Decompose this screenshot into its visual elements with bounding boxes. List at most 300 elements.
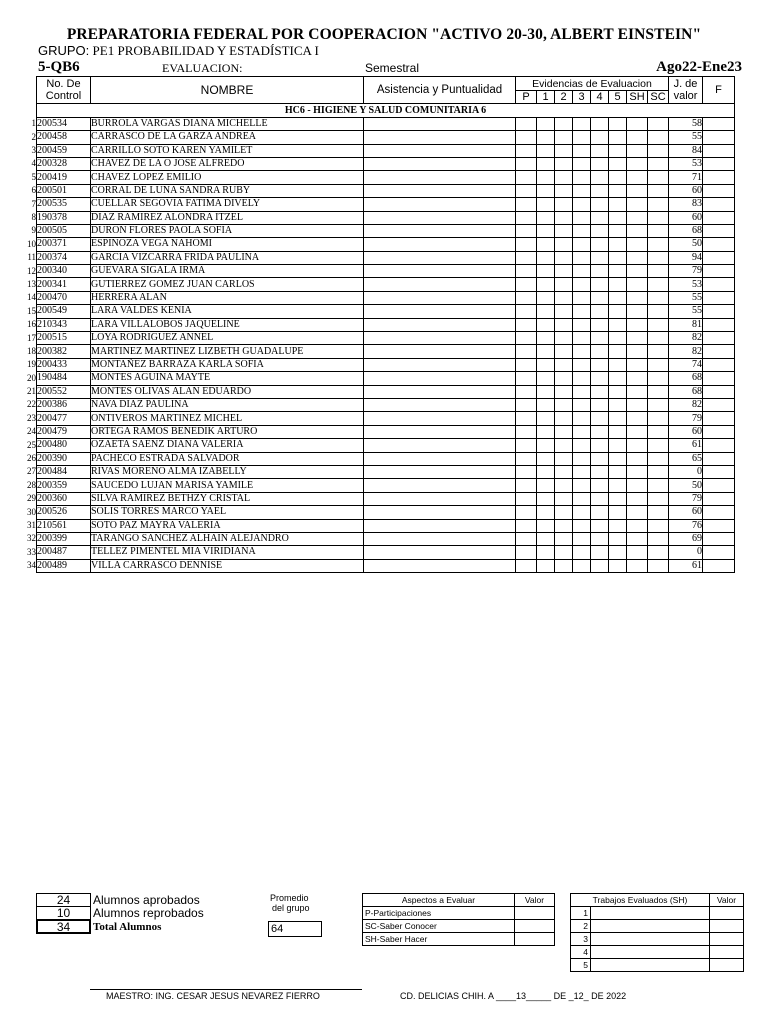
- jvalor-cell: 50: [669, 479, 703, 492]
- final-cell: [703, 198, 735, 211]
- evidence-cell: [609, 385, 627, 398]
- final-cell: [703, 358, 735, 371]
- evidence-cell: [591, 131, 609, 144]
- aspectos-valor-header: Valor: [515, 894, 555, 907]
- row-index: 13: [27, 278, 36, 289]
- control-number: 200534: [37, 117, 91, 130]
- evidence-cell: [648, 157, 669, 170]
- evidence-cell: [648, 398, 669, 411]
- student-name: LOYA RODRIGUEZ ANNEL: [91, 332, 364, 345]
- trabajo-name: [591, 959, 710, 972]
- evidence-cell: [555, 291, 573, 304]
- evidence-cell: [516, 479, 537, 492]
- final-cell: [703, 157, 735, 170]
- row-index: 14: [27, 292, 36, 303]
- evidence-cell: [516, 305, 537, 318]
- evidence-cell: [609, 224, 627, 237]
- evidence-cell: [516, 224, 537, 237]
- signature-line: [90, 989, 362, 990]
- evidence-cell: [537, 345, 555, 358]
- evidence-cell: [516, 211, 537, 224]
- evidence-cell: [555, 519, 573, 532]
- evidence-cell: [627, 546, 648, 559]
- promedio-label-2: del grupo: [272, 903, 310, 913]
- control-number: 200535: [37, 198, 91, 211]
- evidence-cell: [573, 412, 591, 425]
- evidence-cell: [609, 398, 627, 411]
- evidence-cell: [591, 519, 609, 532]
- evidence-cell: [648, 546, 669, 559]
- student-name: GARCIA VIZCARRA FRIDA PAULINA: [91, 251, 364, 264]
- control-number: 200470: [37, 291, 91, 304]
- evidence-cell: [555, 506, 573, 519]
- control-number: 210343: [37, 318, 91, 331]
- evidence-cell: [591, 278, 609, 291]
- evidence-cell: [516, 398, 537, 411]
- evidence-cell: [516, 492, 537, 505]
- control-number: 200480: [37, 439, 91, 452]
- evidence-cell: [627, 532, 648, 545]
- evidence-cell: [555, 157, 573, 170]
- evidence-cell: [537, 332, 555, 345]
- evidence-cell: [627, 345, 648, 358]
- final-cell: [703, 224, 735, 237]
- evidence-cell: [573, 358, 591, 371]
- evidence-cell: [627, 278, 648, 291]
- evidence-cell: [555, 171, 573, 184]
- evidence-cell: [516, 251, 537, 264]
- jvalor-cell: 83: [669, 198, 703, 211]
- final-cell: [703, 412, 735, 425]
- jvalor-cell: 68: [669, 372, 703, 385]
- evidence-cell: [627, 318, 648, 331]
- evidence-cell: [573, 291, 591, 304]
- asistencia-cell: [364, 492, 516, 505]
- table-row: [37, 251, 735, 264]
- evidence-cell: [627, 358, 648, 371]
- asistencia-cell: [364, 171, 516, 184]
- evidence-cell: [516, 345, 537, 358]
- control-number: 210561: [37, 519, 91, 532]
- final-cell: [703, 318, 735, 331]
- grupo-value: PE1 PROBABILIDAD Y ESTADÍSTICA I: [92, 43, 319, 58]
- student-name: SAUCEDO LUJAN MARISA YAMILE: [91, 479, 364, 492]
- evidence-cell: [516, 385, 537, 398]
- evidence-cell: [537, 157, 555, 170]
- evidence-cell: [537, 305, 555, 318]
- evidence-cell: [627, 265, 648, 278]
- row-index: 20: [27, 372, 36, 383]
- evidence-cell: [516, 546, 537, 559]
- evidence-cell: [627, 131, 648, 144]
- trabajo-valor: [710, 920, 744, 933]
- final-cell: [703, 305, 735, 318]
- lugar-fecha: CD. DELICIAS CHIH. A ____13_____ DE _12_ DE 2022: [400, 991, 627, 1001]
- final-cell: [703, 452, 735, 465]
- evidence-cell: [516, 439, 537, 452]
- evidence-cell: [516, 372, 537, 385]
- evidence-cell: [609, 278, 627, 291]
- control-number: 200382: [37, 345, 91, 358]
- asistencia-cell: [364, 479, 516, 492]
- header-evidence-col: SH: [627, 91, 648, 104]
- final-cell: [703, 439, 735, 452]
- evidence-cell: [573, 372, 591, 385]
- student-name: MONTAÑEZ BARRAZA KARLA SOFIA: [91, 358, 364, 371]
- evidence-cell: [609, 532, 627, 545]
- promedio-value: 64: [268, 921, 322, 937]
- table-row: [37, 332, 735, 345]
- row-index: 28: [27, 479, 36, 490]
- evidence-cell: [591, 305, 609, 318]
- evidence-cell: [609, 439, 627, 452]
- evidence-cell: [537, 184, 555, 197]
- evidence-cell: [609, 131, 627, 144]
- student-name: ESPINOZA VEGA NAHOMI: [91, 238, 364, 251]
- evidence-cell: [516, 452, 537, 465]
- promedio-label-1: Promedio: [270, 893, 309, 903]
- evidence-cell: [627, 506, 648, 519]
- evidence-cell: [609, 479, 627, 492]
- evidence-cell: [591, 358, 609, 371]
- evidence-cell: [591, 452, 609, 465]
- row-index: 27: [27, 466, 36, 477]
- student-name: CARRASCO DE LA GARZA ANDREA: [91, 131, 364, 144]
- evidence-cell: [627, 291, 648, 304]
- evidence-cell: [648, 318, 669, 331]
- jvalor-cell: 55: [669, 305, 703, 318]
- control-number: 200359: [37, 479, 91, 492]
- control-number: 200459: [37, 144, 91, 157]
- evidence-cell: [648, 278, 669, 291]
- evidence-cell: [537, 439, 555, 452]
- control-number: 200477: [37, 412, 91, 425]
- evidence-cell: [537, 198, 555, 211]
- total-count: 34: [36, 919, 91, 934]
- evidence-cell: [591, 224, 609, 237]
- evidence-cell: [573, 171, 591, 184]
- evidence-cell: [591, 532, 609, 545]
- table-row: [37, 184, 735, 197]
- evidence-cell: [555, 265, 573, 278]
- student-name: TELLEZ PIMENTEL MIA VIRIDIANA: [91, 546, 364, 559]
- evidence-cell: [648, 452, 669, 465]
- section-title: HC6 - HIGIENE Y SALUD COMUNITARIA 6: [37, 104, 735, 117]
- evidence-cell: [648, 385, 669, 398]
- evidence-cell: [537, 452, 555, 465]
- evidence-cell: [609, 251, 627, 264]
- evidence-cell: [627, 305, 648, 318]
- control-number: 190378: [37, 211, 91, 224]
- final-cell: [703, 398, 735, 411]
- student-name: DURON FLORES PAOLA SOFIA: [91, 224, 364, 237]
- evidence-cell: [516, 198, 537, 211]
- asistencia-cell: [364, 345, 516, 358]
- evidence-cell: [516, 291, 537, 304]
- row-index: 21: [27, 386, 36, 397]
- table-row: [37, 278, 735, 291]
- jvalor-cell: 79: [669, 492, 703, 505]
- header-control-line2: Control: [45, 90, 82, 103]
- reprobados-label: Alumnos reprobados: [93, 906, 204, 920]
- control-number: 200371: [37, 238, 91, 251]
- jvalor-cell: 94: [669, 251, 703, 264]
- control-number: 200328: [37, 157, 91, 170]
- student-name: CHAVEZ DE LA O JOSE ALFREDO: [91, 157, 364, 170]
- row-index: 12: [27, 265, 36, 276]
- evidence-cell: [555, 251, 573, 264]
- jvalor-cell: 58: [669, 117, 703, 130]
- aprobados-label: Alumnos aprobados: [93, 893, 200, 907]
- jvalor-cell: 82: [669, 345, 703, 358]
- evidence-cell: [537, 546, 555, 559]
- jvalor-cell: 84: [669, 144, 703, 157]
- evidence-cell: [573, 452, 591, 465]
- evidence-cell: [573, 465, 591, 478]
- table-row: [37, 506, 735, 519]
- evidence-cell: [591, 372, 609, 385]
- table-row: [37, 144, 735, 157]
- asistencia-cell: [364, 559, 516, 572]
- table-row: [37, 532, 735, 545]
- trabajos-header: Trabajos Evaluados (SH): [571, 894, 710, 907]
- header-evidence-col: 5: [609, 91, 627, 104]
- evidence-cell: [573, 546, 591, 559]
- table-row: [37, 131, 735, 144]
- jvalor-cell: 69: [669, 532, 703, 545]
- evidence-cell: [573, 332, 591, 345]
- row-index: 32: [27, 533, 36, 544]
- evidence-cell: [573, 439, 591, 452]
- row-index: 24: [27, 426, 36, 437]
- table-row: [37, 117, 735, 130]
- final-cell: [703, 506, 735, 519]
- final-cell: [703, 479, 735, 492]
- evidence-cell: [591, 465, 609, 478]
- table-row: [37, 465, 735, 478]
- evidence-cell: [573, 184, 591, 197]
- final-cell: [703, 492, 735, 505]
- evidence-cell: [516, 184, 537, 197]
- asistencia-cell: [364, 532, 516, 545]
- table-row: [37, 224, 735, 237]
- evidence-cell: [648, 465, 669, 478]
- evidence-cell: [555, 559, 573, 572]
- evidence-cell: [627, 251, 648, 264]
- evidence-cell: [591, 211, 609, 224]
- evidence-cell: [555, 412, 573, 425]
- evidence-cell: [573, 198, 591, 211]
- evidence-cell: [591, 425, 609, 438]
- row-index: 25: [27, 439, 36, 450]
- asistencia-cell: [364, 398, 516, 411]
- evidence-cell: [627, 412, 648, 425]
- student-name: MONTES AGUINA MAYTE: [91, 372, 364, 385]
- trabajo-valor: [710, 907, 744, 920]
- jvalor-cell: 74: [669, 358, 703, 371]
- evidence-cell: [648, 506, 669, 519]
- evidence-cell: [516, 465, 537, 478]
- jvalor-cell: 71: [669, 171, 703, 184]
- final-cell: [703, 519, 735, 532]
- asistencia-cell: [364, 278, 516, 291]
- table-row: [37, 345, 735, 358]
- evidence-cell: [609, 318, 627, 331]
- evidence-cell: [555, 318, 573, 331]
- evidence-cell: [537, 224, 555, 237]
- control-number: 200419: [37, 171, 91, 184]
- evaluacion-label: EVALUACION:: [162, 61, 243, 75]
- evidence-cell: [627, 492, 648, 505]
- control-number: 200341: [37, 278, 91, 291]
- evidence-cell: [537, 519, 555, 532]
- evidence-cell: [591, 398, 609, 411]
- row-index: 5: [31, 171, 36, 182]
- trabajo-name: [591, 946, 710, 959]
- evidence-cell: [591, 144, 609, 157]
- evidence-cell: [648, 412, 669, 425]
- row-index: 2: [31, 131, 36, 142]
- evidence-cell: [537, 372, 555, 385]
- control-number: 200374: [37, 251, 91, 264]
- evidence-cell: [591, 117, 609, 130]
- control-number: 200386: [37, 398, 91, 411]
- evidence-cell: [627, 144, 648, 157]
- evidence-cell: [609, 492, 627, 505]
- evidence-cell: [537, 117, 555, 130]
- group-line: [38, 43, 319, 59]
- student-name: DIAZ RAMIREZ ALONDRA ITZEL: [91, 211, 364, 224]
- asistencia-cell: [364, 465, 516, 478]
- evidence-cell: [591, 318, 609, 331]
- final-cell: [703, 117, 735, 130]
- asistencia-cell: [364, 184, 516, 197]
- row-index: 18: [27, 345, 36, 356]
- header-evidence-col: 3: [573, 91, 591, 104]
- evidence-cell: [627, 238, 648, 251]
- student-name: CHAVEZ LOPEZ EMILIO: [91, 171, 364, 184]
- evidence-cell: [516, 412, 537, 425]
- evidence-cell: [516, 506, 537, 519]
- final-cell: [703, 546, 735, 559]
- evidence-cell: [609, 372, 627, 385]
- evidence-cell: [648, 211, 669, 224]
- aspecto-valor: [515, 907, 555, 920]
- period-label: Ago22-Ene23: [656, 59, 742, 75]
- header-evidence-col: 2: [555, 91, 573, 104]
- asistencia-cell: [364, 519, 516, 532]
- jvalor-cell: 68: [669, 224, 703, 237]
- evidence-cell: [516, 559, 537, 572]
- asistencia-cell: [364, 131, 516, 144]
- student-name: OZAETA SAENZ DIANA VALERIA: [91, 439, 364, 452]
- evidence-cell: [648, 198, 669, 211]
- control-number: 200399: [37, 532, 91, 545]
- evidence-cell: [555, 439, 573, 452]
- trabajo-number: 3: [571, 933, 591, 946]
- control-number: 200501: [37, 184, 91, 197]
- student-name: GUTIERREZ GOMEZ JUAN CARLOS: [91, 278, 364, 291]
- row-index: 8: [31, 212, 36, 223]
- evidence-cell: [555, 492, 573, 505]
- asistencia-cell: [364, 412, 516, 425]
- evidence-cell: [573, 157, 591, 170]
- header-nombre: NOMBRE: [91, 77, 364, 104]
- evidence-cell: [591, 559, 609, 572]
- asistencia-cell: [364, 144, 516, 157]
- evidence-cell: [537, 532, 555, 545]
- control-number: 200479: [37, 425, 91, 438]
- table-row: [37, 318, 735, 331]
- evidence-cell: [591, 291, 609, 304]
- evidence-cell: [627, 157, 648, 170]
- evidence-cell: [555, 345, 573, 358]
- row-index: 16: [27, 319, 36, 330]
- total-label: Total Alumnos: [93, 921, 162, 933]
- grades-table: [36, 76, 735, 573]
- final-cell: [703, 265, 735, 278]
- evidence-cell: [516, 157, 537, 170]
- evidence-cell: [648, 492, 669, 505]
- final-cell: [703, 278, 735, 291]
- evidence-cell: [516, 171, 537, 184]
- evidence-cell: [591, 385, 609, 398]
- final-cell: [703, 171, 735, 184]
- row-index: 33: [27, 546, 36, 557]
- evidence-cell: [591, 506, 609, 519]
- evidence-cell: [516, 358, 537, 371]
- student-name: GUEVARA SIGALA IRMA: [91, 265, 364, 278]
- control-number: 200552: [37, 385, 91, 398]
- table-row: [37, 211, 735, 224]
- student-name: CUELLAR SEGOVIA FATIMA DIVELY: [91, 198, 364, 211]
- control-number: 190484: [37, 372, 91, 385]
- final-cell: [703, 211, 735, 224]
- jvalor-cell: 50: [669, 238, 703, 251]
- table-row: [37, 425, 735, 438]
- aspectos-table: [362, 893, 555, 946]
- evidence-cell: [573, 425, 591, 438]
- evidence-cell: [648, 265, 669, 278]
- evidence-cell: [573, 345, 591, 358]
- evidence-cell: [555, 398, 573, 411]
- final-cell: [703, 131, 735, 144]
- evidence-cell: [648, 117, 669, 130]
- evidence-cell: [609, 332, 627, 345]
- table-row: [37, 291, 735, 304]
- aspecto-item: SC-Saber Conocer: [363, 920, 515, 933]
- asistencia-cell: [364, 198, 516, 211]
- evidence-cell: [555, 479, 573, 492]
- evidence-cell: [537, 291, 555, 304]
- trabajo-number: 1: [571, 907, 591, 920]
- evidence-cell: [648, 305, 669, 318]
- evidence-cell: [609, 358, 627, 371]
- row-index: 7: [31, 198, 36, 209]
- evidence-cell: [516, 532, 537, 545]
- evidence-cell: [537, 318, 555, 331]
- evidence-cell: [573, 559, 591, 572]
- evidence-cell: [627, 171, 648, 184]
- reprobados-count: 10: [36, 906, 91, 920]
- evidence-cell: [648, 238, 669, 251]
- final-cell: [703, 532, 735, 545]
- student-name: HERRERA ALAN: [91, 291, 364, 304]
- student-name: NAVA DIAZ PAULINA: [91, 398, 364, 411]
- evidence-cell: [648, 144, 669, 157]
- evidence-cell: [627, 224, 648, 237]
- final-cell: [703, 144, 735, 157]
